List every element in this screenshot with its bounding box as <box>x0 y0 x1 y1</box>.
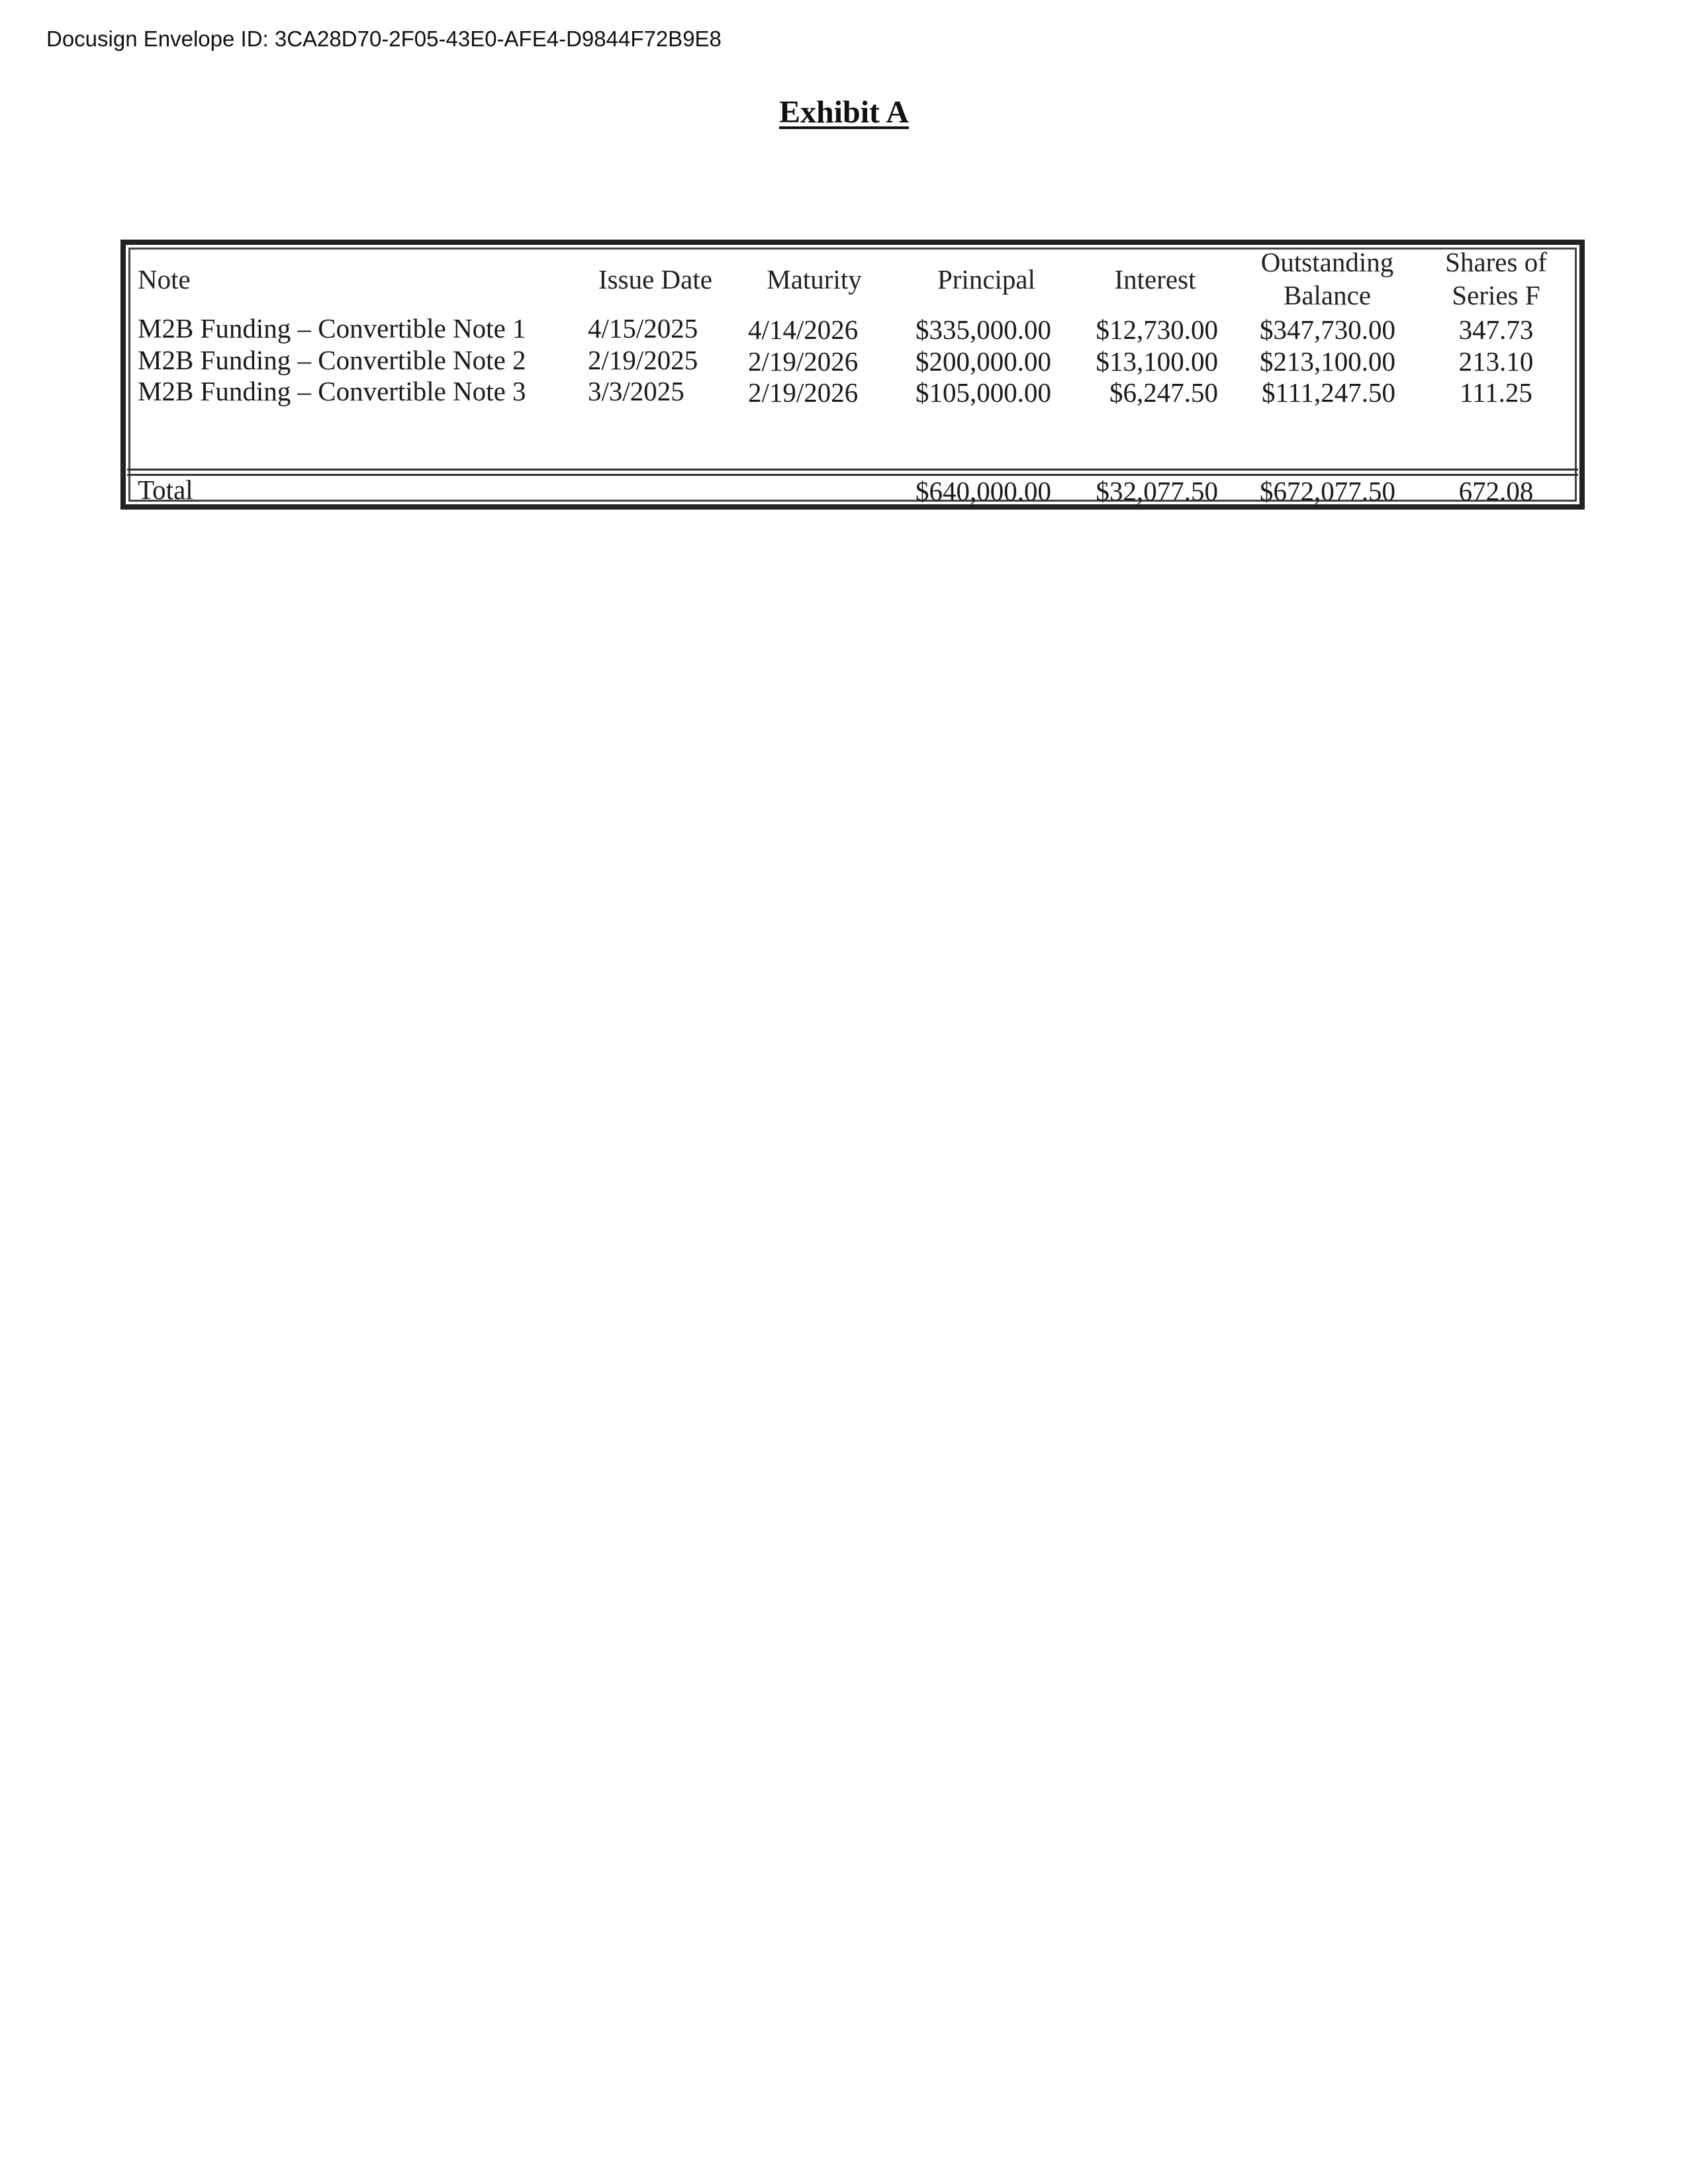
row-interest: $13,100.00 <box>1096 346 1218 377</box>
row-outstanding: $347,730.00 <box>1260 314 1395 345</box>
header-principal: Principal <box>937 264 1036 295</box>
header-series-f: Series F <box>1452 280 1540 310</box>
row-interest: $12,730.00 <box>1096 314 1218 345</box>
row-outstanding: $213,100.00 <box>1260 346 1395 377</box>
row-note: M2B Funding – Convertible Note 2 <box>138 345 526 375</box>
header-issue-date: Issue Date <box>598 264 712 295</box>
row-principal: $105,000.00 <box>915 377 1051 408</box>
row-shares: 213.10 <box>1458 346 1534 377</box>
row-issue-date: 2/19/2025 <box>588 345 698 375</box>
total-shares: 672.08 <box>1458 476 1534 506</box>
total-label: Total <box>138 475 193 505</box>
row-issue-date: 3/3/2025 <box>588 376 684 406</box>
row-maturity: 2/19/2026 <box>748 377 859 408</box>
total-interest: $32,077.50 <box>1096 476 1218 506</box>
header-interest: Interest <box>1114 264 1196 295</box>
total-outstanding: $672,077.50 <box>1260 476 1395 506</box>
total-principal: $640,000.00 <box>915 476 1051 506</box>
total-separator-top <box>127 469 1578 471</box>
envelope-id: Docusign Envelope ID: 3CA28D70-2F05-43E0-AFE4-D9844F72B9E8 <box>46 26 722 51</box>
header-balance: Balance <box>1283 280 1372 310</box>
row-shares: 111.25 <box>1460 377 1532 408</box>
row-principal: $200,000.00 <box>915 346 1051 377</box>
row-issue-date: 4/15/2025 <box>588 313 698 343</box>
row-interest: $6,247.50 <box>1109 377 1218 408</box>
row-principal: $335,000.00 <box>915 314 1051 345</box>
header-note: Note <box>138 264 191 295</box>
row-note: M2B Funding – Convertible Note 1 <box>138 313 526 343</box>
row-outstanding: $111,247.50 <box>1262 377 1395 408</box>
header-shares-of: Shares of <box>1445 247 1547 277</box>
row-maturity: 2/19/2026 <box>748 346 859 377</box>
row-shares: 347.73 <box>1458 314 1534 345</box>
header-maturity: Maturity <box>767 264 862 295</box>
row-note: M2B Funding – Convertible Note 3 <box>138 376 526 406</box>
row-maturity: 4/14/2026 <box>748 314 859 345</box>
exhibit-title: Exhibit A <box>778 95 910 130</box>
header-outstanding: Outstanding <box>1260 247 1394 277</box>
